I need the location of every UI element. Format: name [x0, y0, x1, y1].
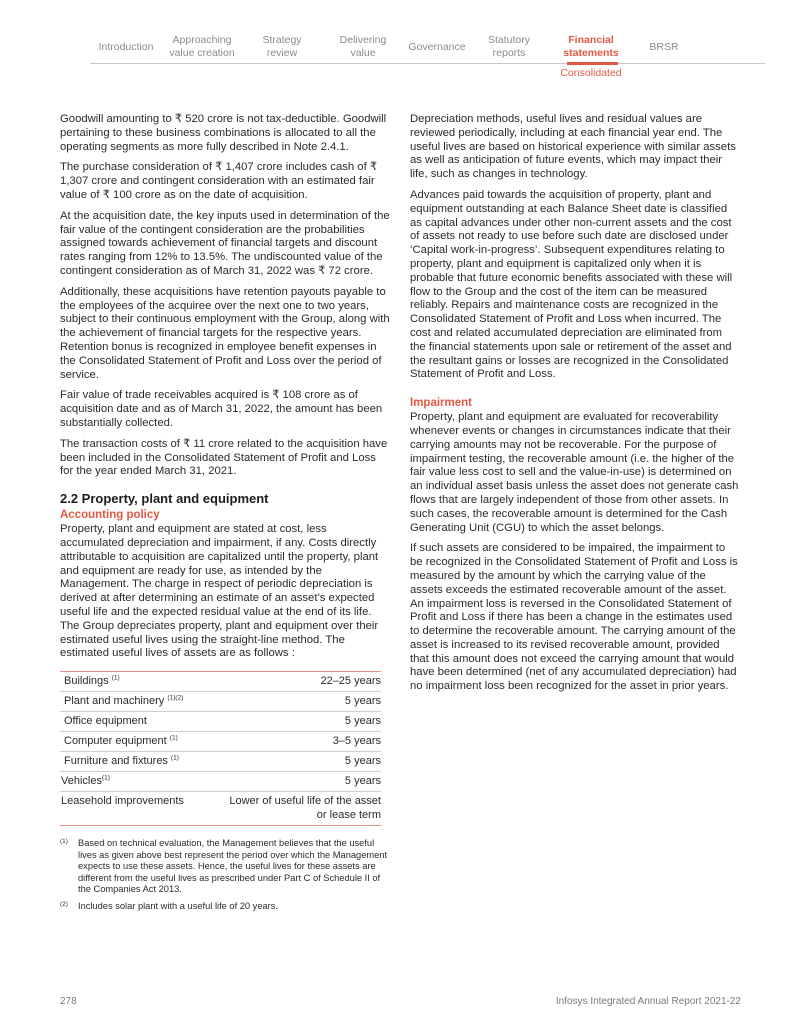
footnote-ref: (1) [101, 774, 110, 782]
useful-life: 5 years [344, 755, 381, 768]
paragraph-trade-receivables: Fair value of trade receivables acquired is ₹ 108 crore as of acquisition date and as of March 31, 2022, the amount has been substantially collected. [60, 389, 383, 429]
footnote-text: Based on technical evaluation, the Management believes that the useful lives as given above best represent the period over which the Management expects to use these assets. Hence, the useful lives for these assets are different from the useful lives as prescribed under Part C of Schedule II of the Companies Act 2013. [78, 838, 388, 895]
nav-item-label: BRSR [649, 41, 679, 53]
table-row [60, 712, 381, 732]
right-column [410, 113, 740, 701]
footnote [60, 838, 390, 896]
active-tab-indicator [567, 62, 618, 65]
nav-item-label: value [350, 46, 376, 59]
left-column [60, 113, 390, 918]
section-navigation [90, 34, 765, 64]
footnote-mark: (1) [60, 838, 68, 846]
table-row [60, 672, 381, 692]
footnote [60, 901, 390, 913]
subsection-heading-accounting-policy: Accounting policy [60, 509, 160, 522]
nav-item-financial-statements[interactable] [563, 34, 618, 59]
report-title: Infosys Integrated Annual Report 2021-22 [555, 996, 741, 1007]
useful-lives-table [60, 671, 381, 826]
footnote-ref: (1) [171, 754, 179, 762]
nav-item-label: Strategy [262, 34, 302, 46]
nav-item-label: reports [492, 46, 526, 59]
subsection-heading-impairment: Impairment [410, 397, 472, 410]
asset-name: Furniture and fixtures $^{(1)}$ [64, 754, 179, 768]
useful-life: 5 years [344, 715, 381, 728]
nav-item-label: Statutory [487, 34, 531, 46]
nav-item-approaching-value-creation[interactable] [169, 34, 234, 59]
useful-life: Lower of useful life of the asset or lease term [229, 795, 381, 822]
useful-life: 3–5 years [332, 735, 381, 748]
nav-item-delivering-value[interactable] [340, 34, 387, 59]
asset-name: Vehicles$^{(1)}$ [61, 774, 110, 788]
paragraph-impairment-evaluation: Property, plant and equipment are evaluated for recoverability whenever events or changes in circumstances indicate that their carrying amounts may not be recoverable. For the purpose of impairment testing, the recoverable amount (i.e. the higher of the fair value less cost to sell and the value-in-use) is determined on an individual asset basis unless the asset does not generate cash flows that are largely independent of those from other assets. In such cases, the recoverable amount is determined for the Cash Generating Unit (CGU) to which the asset belongs. [410, 411, 739, 534]
section-heading: 2.2 Property, plant and equipment [60, 491, 269, 507]
nav-item-governance[interactable] [408, 41, 465, 54]
nav-item-label: Financial [568, 34, 614, 46]
paragraph-retention-payouts: Additionally, these acquisitions have retention payouts payable to the employees of the acquiree over the next one to two years, subject to their continuous employment with the Group, along with the achievement of financial targets for the respective years. Retention bonus is recognized in employee benefit expenses in the Consolidated Statement of Profit and Loss over the period of service. [60, 285, 390, 381]
asset-name: Computer equipment $^{(1)}$ [64, 734, 178, 748]
footnote-ref: (1) [111, 674, 120, 682]
paragraph-goodwill: Goodwill amounting to ₹ 520 crore is not tax-deductible. Goodwill pertaining to these business combinations is allocated to all the operating segments as more fully described in Note 2.4.1. [60, 113, 387, 153]
useful-life: 22–25 years [320, 675, 381, 688]
page-number: 278 [60, 996, 77, 1007]
nav-item-label: Introduction [98, 41, 154, 53]
nav-item-statutory-reports[interactable] [488, 34, 530, 59]
nav-item-label: value creation [169, 46, 235, 59]
asset-name: Office equipment [64, 715, 147, 728]
footnote-mark: (2) [60, 901, 68, 909]
nav-subitem-consolidated[interactable]: Consolidated [560, 67, 622, 79]
paragraph-impairment-recognition: If such assets are considered to be impaired, the impairment to be recognized in the Consolidated Statement of Profit and Loss is measured by the amount by which the carrying value of the assets exceeds the estimated recoverable amount of the asset. An impairment loss is reversed in the Consolidated Statement of Profit and Loss if there has been a change in the estimates used to determine the recoverable amount. The carrying amount of the asset is increased to its revised recoverable amount, provided that this amount does not exceed the carrying amount that would have been determined (net of any accumulated depreciation) had no impairment loss been recognized for the asset in prior years. [410, 542, 738, 693]
asset-name: Plant and machinery $^{(1)(2)}$ [64, 694, 184, 708]
footnotes [60, 838, 390, 913]
footnote-ref: (1) [169, 734, 178, 742]
paragraph-transaction-costs: The transaction costs of ₹ 11 crore related to the acquisition have been included in the Consolidated Statement of Profit and Loss for the year ended March 31, 2021. [60, 437, 388, 478]
paragraph-advances: Advances paid towards the acquisition of property, plant and equipment outstanding at each Balance Sheet date is classified as capital advances under other non-current assets and the cost of assets not ready to use before such date are disclosed under ‘Capital work-in-progress’. Subsequent expenditures relating to property, plant and equipment is capitalized only when it is probable that future economic benefits associated with these will flow to the Group and the cost of the item can be measured reliably. Repairs and maintenance costs are recognized in the Consolidated Statement of Profit and Loss when incurred. The cost and related accumulated depreciation are eliminated from the financial statements upon sale or retirement of the asset and the resultant gains or losses are recognized in the Consolidated Statement of Profit and Loss. [410, 188, 733, 381]
nav-item-strategy-review[interactable] [262, 34, 301, 59]
footnote-ref: (1)(2) [167, 694, 184, 702]
nav-item-label: Delivering [339, 34, 387, 46]
nav-item-introduction[interactable] [99, 41, 154, 54]
paragraph-key-inputs: At the acquisition date, the key inputs used in determination of the fair value of the contingent consideration are the probabilities assigned towards achievement of financial targets and discount rates ranging from 12% to 13.5%. The undiscounted value of the contingent consideration as of March 31, 2022 was ₹ 72 crore. [60, 209, 390, 277]
table-row [60, 772, 381, 792]
nav-item-label: Governance [408, 41, 466, 53]
nav-item-label: statements [563, 46, 619, 59]
table-row [60, 792, 381, 826]
asset-name: Buildings $^{(1)}$ [64, 674, 120, 688]
paragraph-depreciation-methods: Depreciation methods, useful lives and residual values are reviewed periodically, including at each financial year end. The useful lives are based on historical experience with similar assets as well as anticipation of future events, which may impact their life, such as changes in technology. [410, 113, 736, 181]
nav-item-brsr[interactable] [649, 41, 678, 54]
nav-item-label: review [266, 46, 298, 59]
paragraph-purchase-consideration: The purchase consideration of ₹ 1,407 crore includes cash of ₹ 1,307 crore and contingent consideration with an estimated fair value of ₹ 100 crore as on the date of acquisition. [60, 161, 378, 201]
asset-name: Leasehold improvements [61, 795, 184, 808]
nav-item-label: Approaching [172, 34, 232, 46]
useful-life: 5 years [344, 775, 381, 788]
paragraph-accounting-policy: Property, plant and equipment are stated at cost, less accumulated depreciation and impairment, if any. Costs directly attributable to acquisition are capitalized until the property, plant and equipment are ready for use, as intended by the Management. The charge in respect of periodic depreciation is derived at after determining an estimate of an asset’s expected useful life and the expected residual value at the end of its life. The Group depreciates property, plant and equipment over their estimated useful lives using the straight-line method. The estimated useful lives of assets are as follows : [60, 523, 379, 660]
table-row [60, 692, 381, 712]
table-row [60, 732, 381, 752]
table-row [60, 752, 381, 772]
useful-life: 5 years [344, 695, 381, 708]
footnote-text: Includes solar plant with a useful life of 20 years. [78, 901, 278, 912]
